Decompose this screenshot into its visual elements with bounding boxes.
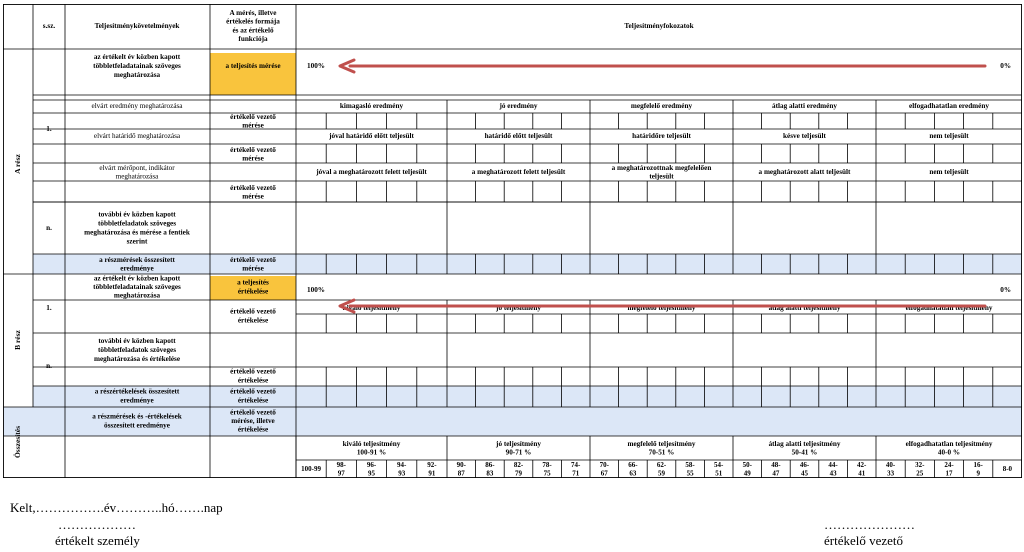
percent-right: 0% [1000, 61, 1011, 70]
deadline-level: nem teljesült [929, 131, 969, 140]
result-level: megfelelő eredmény [630, 101, 693, 110]
deadline-level: jóval határidő előtt teljesült [329, 131, 414, 140]
total-band-label: kiváló teljesítmény 100-91 % [342, 439, 401, 456]
total-band-label: elfogadhatatlan teljesítmény 40-0 % [905, 439, 993, 456]
score-range: 90-87 [456, 460, 466, 477]
score-range: 42-41 [857, 460, 867, 477]
further-eval: értékelő vezető értékelése [230, 367, 276, 384]
header-requirements: Teljesítménykövetelmények [94, 21, 180, 30]
score-range: 74-71 [571, 460, 581, 477]
score-range: 24-17 [944, 460, 954, 477]
score-range: 16-9 [973, 460, 983, 477]
row-number: n. [46, 361, 52, 370]
row-number: 1. [46, 124, 52, 133]
measure-badge [210, 53, 296, 95]
total-band-label: jó teljesítmény 90-71 % [496, 439, 541, 456]
perf-level: megfelelő teljesítmény [627, 303, 696, 312]
percent-left: 100% [307, 61, 325, 70]
evaluator-label: értékelő vezető [824, 533, 904, 548]
expected-deadline: elvárt határidő meghatározása [93, 131, 181, 140]
manager-eval: értékelő vezető értékelése [230, 307, 276, 324]
perf-level: kiváló teljesítmény [342, 303, 401, 312]
metric-level: a meghatározott felett teljesült [471, 167, 566, 176]
manager-measure: értékelő vezető mérése [230, 183, 276, 200]
result-level: átlag alatti eredmény [772, 101, 837, 110]
metric-level: jóval a meghatározott felett teljesült [316, 167, 427, 176]
percent-right-b: 0% [1000, 285, 1011, 294]
total-measure: értékelő vezető mérése, illetve értékelése [230, 408, 276, 434]
score-range: 78-75 [542, 460, 552, 477]
total-band-label: átlag alatti teljesítmény 50-41 % [768, 439, 841, 456]
perf-level: átlag alatti teljesítmény [768, 303, 841, 312]
evaluation-form-table [3, 4, 1022, 478]
extra-tasks-text: az értékelt év közben kapott többletfeladatainak szöveges meghatározása [93, 52, 181, 79]
score-range: 94-93 [397, 460, 407, 477]
expected-result: elvárt eredmény meghatározása [91, 101, 183, 110]
score-range: 100-99 [301, 464, 322, 473]
score-range: 82-79 [513, 460, 524, 477]
signature-dots-left: ……………… [58, 517, 136, 532]
result-level: elfogadhatatlan eredmény [909, 101, 989, 110]
metric-level: a meghatározott alatt teljesült [758, 167, 851, 176]
score-range: 46-45 [799, 460, 810, 477]
further-tasks: további év közben kapott többletfeladatok szöveges meghatározása és mérése a fentiek szerint [84, 210, 190, 246]
score-range: 96-95 [366, 460, 377, 477]
percent-left-b: 100% [307, 285, 325, 294]
header-measure-form: A mérés, illetve értékelés formája és az értékelő funkciója [226, 8, 280, 43]
total-text: a részmérések és -értékelések összesített eredménye [92, 412, 182, 430]
subtotal-band-a [33, 254, 1022, 274]
metric-level: nem teljesült [929, 167, 969, 176]
section-total-label: Összesítés [12, 425, 22, 459]
date-line: Kelt,…………….év………..hó…….nap [10, 500, 223, 515]
subtotal-a-measure: értékelő vezető mérése [230, 255, 276, 272]
score-range: 50-49 [742, 460, 752, 477]
score-range: 8-0 [1002, 464, 1013, 473]
deadline-level: határidő előtt teljesült [484, 131, 553, 140]
section-b-label: B rész [12, 330, 22, 350]
score-range: 58-55 [685, 460, 695, 477]
score-range: 54-51 [714, 460, 724, 477]
further-tasks-b: további év közben kapott többletfeladatok szöveges meghatározása és értékelése [93, 336, 181, 363]
subtotal-a: a részmérések összesített eredménye [99, 255, 175, 272]
score-range: 92-91 [427, 460, 437, 477]
total-band-label: megfelelő teljesítmény 70-51 % [627, 439, 696, 456]
evaluated-person-label: értékelt személy [55, 533, 140, 548]
extra-tasks-text-b: az értékelt év közben kapott többletfeladatainak szöveges meghatározása [93, 274, 181, 300]
subtotal-band-b [33, 386, 1022, 407]
score-range: 86-83 [485, 460, 495, 477]
header-levels: Teljesítményfokozatok [624, 21, 694, 30]
row-number: 1. [46, 303, 52, 312]
perf-level: elfogadhatatlan teljesítmény [905, 303, 993, 312]
manager-measure: értékelő vezető mérése [230, 145, 276, 162]
expected-metric: elvárt mérőpont, indikátor meghatározása [99, 163, 175, 180]
header-ssz: s.sz. [42, 21, 56, 30]
measure-badge-text: a teljesítés mérése [225, 61, 281, 70]
score-range: 66-63 [628, 460, 638, 477]
deadline-level: késve teljesült [783, 131, 826, 140]
manager-measure: értékelő vezető mérése [230, 112, 276, 129]
score-range: 48-47 [771, 460, 781, 477]
deadline-level: határidőre teljesült [632, 131, 691, 140]
score-range: 70-67 [599, 460, 609, 477]
metric-level: a meghatározottnak megfelelően teljesült [611, 163, 712, 180]
score-range: 32-25 [915, 460, 925, 477]
perf-level: jó teljesítmény [496, 303, 541, 312]
row-number: n. [46, 223, 52, 232]
signature-dots-right: ………………… [824, 517, 915, 532]
score-range: 40-33 [885, 460, 896, 477]
eval-badge-text: a teljesítés értékelése [237, 278, 269, 295]
score-range: 62-59 [656, 460, 667, 477]
subtotal-b-eval: értékelő vezető értékelése [230, 387, 276, 404]
result-level: kimagasló eredmény [339, 101, 404, 110]
subtotal-b: a részértékelések összesített eredménye [94, 387, 180, 404]
result-level: jó eredmény [499, 101, 538, 110]
score-range: 98-97 [336, 460, 346, 477]
score-range: 44-43 [828, 460, 838, 477]
section-a-label: A rész [12, 154, 22, 174]
